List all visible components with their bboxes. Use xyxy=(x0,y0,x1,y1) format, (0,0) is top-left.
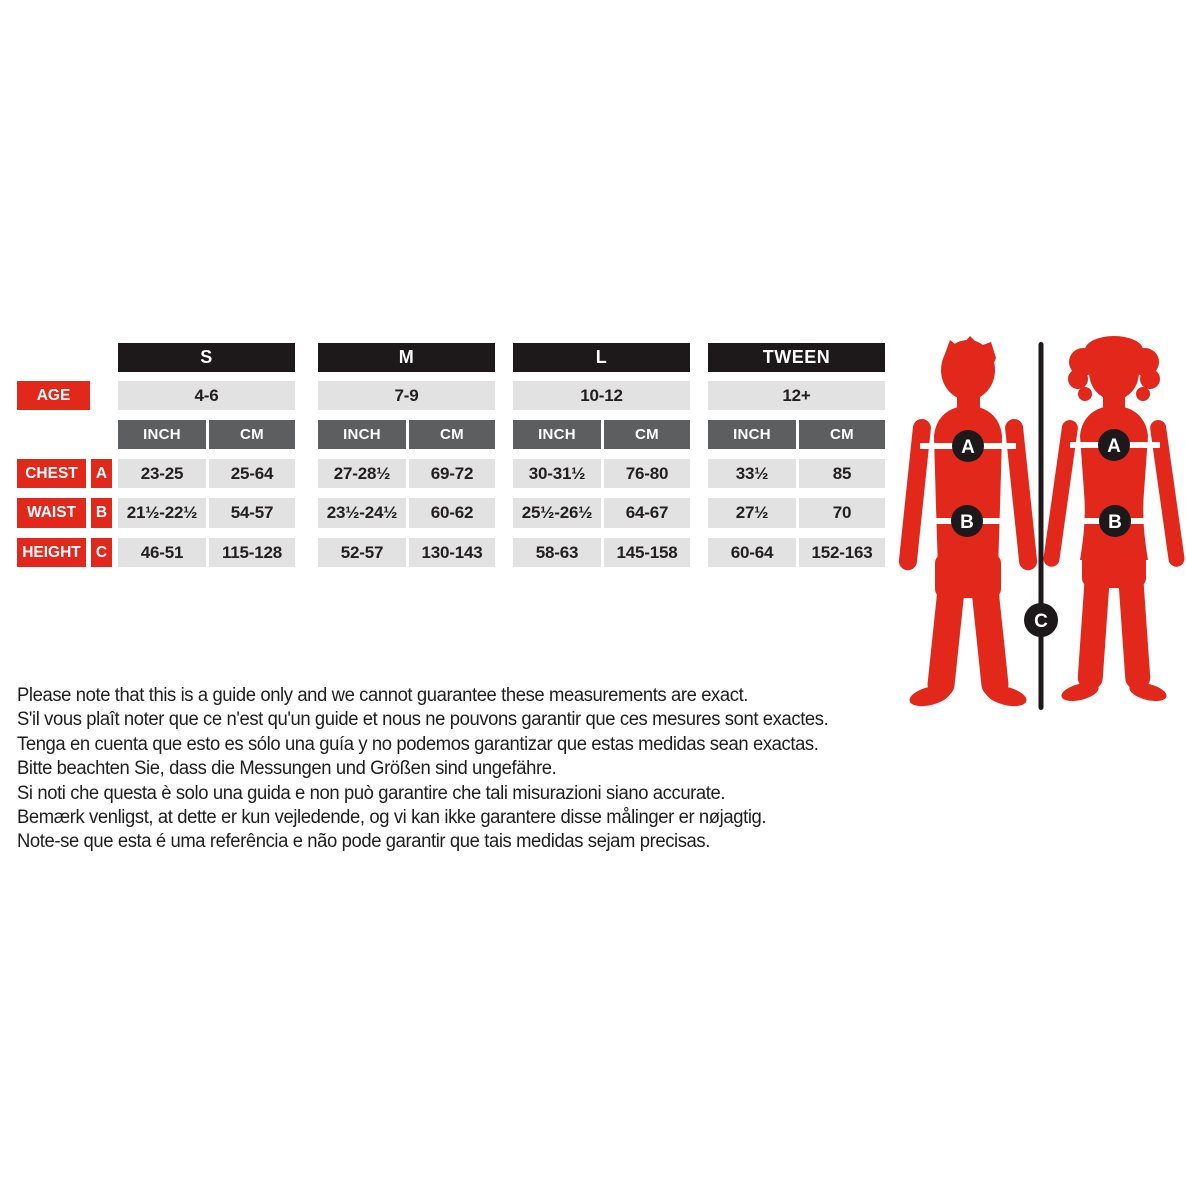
unit-header-inch: INCH xyxy=(513,420,601,449)
height-inch-value: 60-64 xyxy=(708,538,796,567)
waist-row-label: WAIST xyxy=(17,498,86,528)
size-header: TWEEN xyxy=(708,343,885,372)
size-header: S xyxy=(118,343,295,372)
waist-inch-value: 21½-22½ xyxy=(118,498,206,528)
size-header: L xyxy=(513,343,690,372)
chest-marker-girl-letter: A xyxy=(1107,436,1121,457)
chest-cm-value: 85 xyxy=(799,459,885,488)
height-measure-line xyxy=(1039,342,1044,710)
height-cm-value: 145-158 xyxy=(604,538,690,567)
unit-header-cm: CM xyxy=(799,420,885,449)
chest-inch-value: 23-25 xyxy=(118,459,206,488)
height-letter-badge: C xyxy=(91,538,112,567)
waist-cm-value: 70 xyxy=(799,498,885,528)
disclaimer-line-it: Si noti che questa è solo una guida e non può garantire che tali misurazioni siano accurate. xyxy=(17,782,726,804)
height-row-label: HEIGHT xyxy=(17,538,86,567)
height-inch-value: 52-57 xyxy=(318,538,406,567)
chest-cm-value: 25-64 xyxy=(209,459,295,488)
disclaimer-line-pt: Note-se que esta é uma referência e não pode garantir que tais medidas sejam precisas. xyxy=(17,831,710,853)
unit-header-inch: INCH xyxy=(708,420,796,449)
waist-cm-value: 64-67 xyxy=(604,498,690,528)
chest-cm-value: 76-80 xyxy=(604,459,690,488)
chest-inch-value: 30-31½ xyxy=(513,459,601,488)
age-value: 10-12 xyxy=(513,381,690,410)
waist-marker-girl-letter: B xyxy=(1108,512,1122,533)
waist-inch-value: 25½-26½ xyxy=(513,498,601,528)
disclaimer-line-da: Bemærk venligst, at dette er kun vejledende, og vi kan ikke garantere disse målinger er nøjagtig. xyxy=(17,807,767,829)
chest-row-label: CHEST xyxy=(17,459,86,488)
height-inch-value: 46-51 xyxy=(118,538,206,567)
unit-header-cm: CM xyxy=(604,420,690,449)
disclaimer-text xyxy=(17,684,828,855)
size-header: M xyxy=(318,343,495,372)
unit-header-cm: CM xyxy=(409,420,495,449)
measurement-figures xyxy=(890,332,1186,740)
waist-cm-value: 60-62 xyxy=(409,498,495,528)
height-cm-value: 152-163 xyxy=(799,538,885,567)
waist-inch-value: 23½-24½ xyxy=(318,498,406,528)
disclaimer-line-de: Bitte beachten Sie, dass die Messungen und Größen sind ungefähre. xyxy=(17,758,557,780)
chest-inch-value: 33½ xyxy=(708,459,796,488)
waist-inch-value: 27½ xyxy=(708,498,796,528)
height-cm-value: 130-143 xyxy=(409,538,495,567)
unit-header-inch: INCH xyxy=(118,420,206,449)
age-value: 7-9 xyxy=(318,381,495,410)
disclaimer-line-es: Tenga en cuenta que esto es sólo una guía y no podemos garantizar que estas medidas sean exactas. xyxy=(17,733,819,755)
chest-inch-value: 27-28½ xyxy=(318,459,406,488)
chest-letter-badge: A xyxy=(91,459,112,488)
chest-marker-boy-letter: A xyxy=(961,437,975,458)
height-inch-value: 58-63 xyxy=(513,538,601,567)
waist-marker-boy-letter: B xyxy=(960,512,974,533)
height-marker xyxy=(1024,603,1058,637)
height-cm-value: 115-128 xyxy=(209,538,295,567)
waist-cm-value: 54-57 xyxy=(209,498,295,528)
waist-letter-badge: B xyxy=(91,498,112,528)
disclaimer-line-fr: S'il vous plaît noter que ce n'est qu'un guide et nous ne pouvons garantir que ces mesures sont exactes. xyxy=(17,709,829,731)
unit-header-cm: CM xyxy=(209,420,295,449)
age-value: 4-6 xyxy=(118,381,295,410)
unit-header-inch: INCH xyxy=(318,420,406,449)
age-value: 12+ xyxy=(708,381,885,410)
disclaimer-line-en: Please note that this is a guide only and we cannot guarantee these measurements are exact. xyxy=(17,685,749,706)
height-marker-letter: C xyxy=(1034,611,1048,632)
chest-cm-value: 69-72 xyxy=(409,459,495,488)
age-row-label: AGE xyxy=(17,381,90,410)
